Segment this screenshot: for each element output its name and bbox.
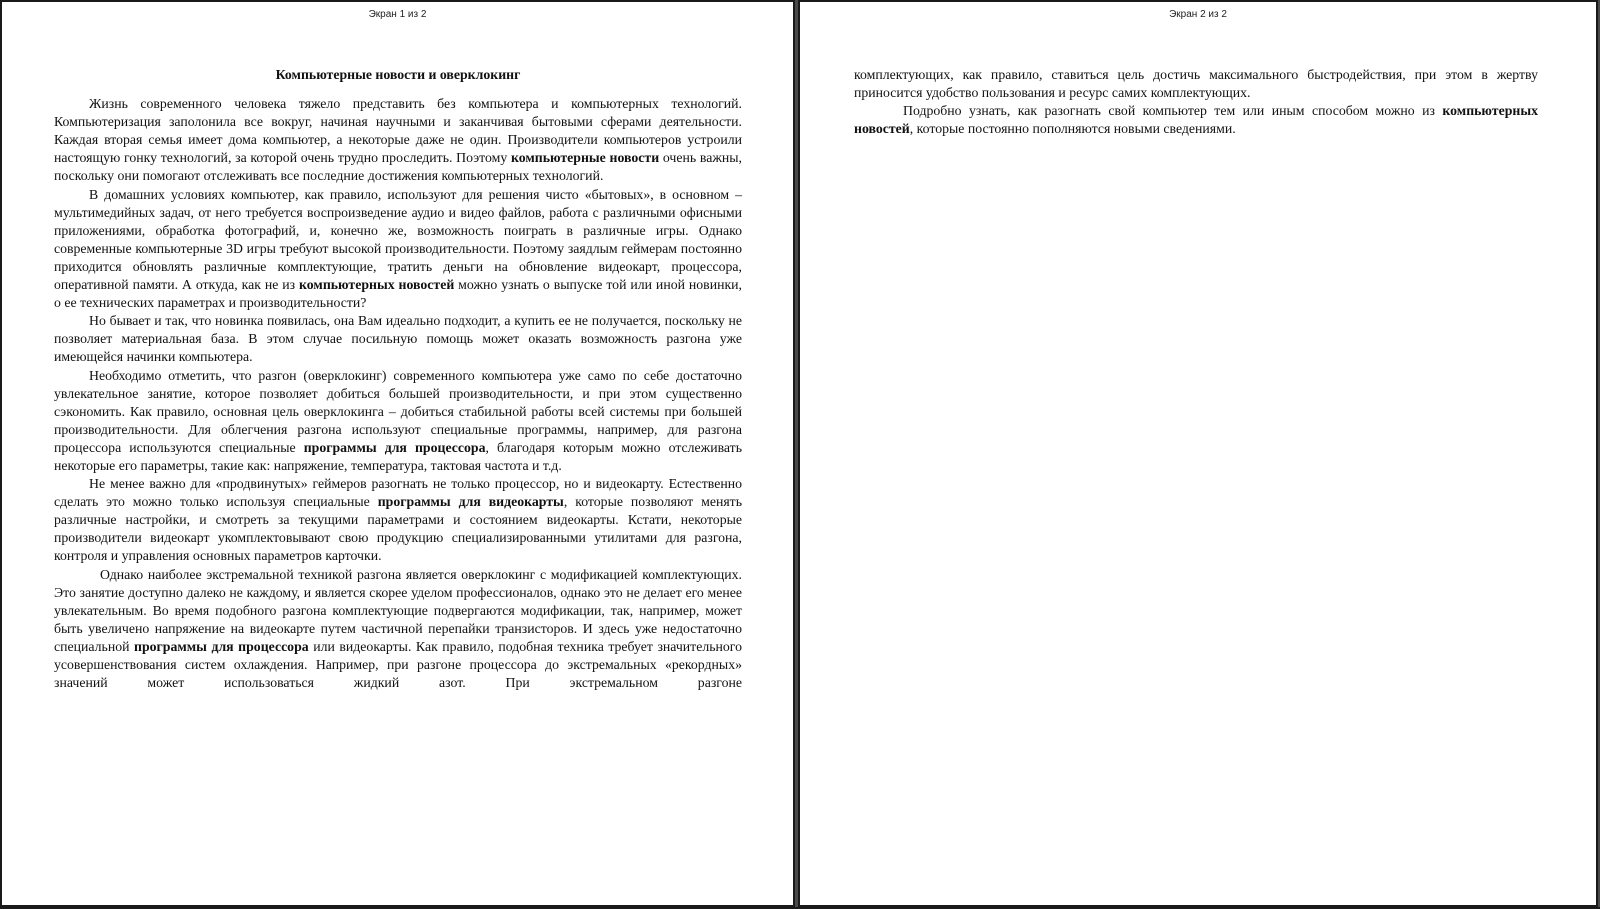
paragraph-overclocking: Необходимо отметить, что разгон (оверклокинг) современного компьютера уже само по себе достаточно увлекательное занятие, которое позволяет добиться большей производительности, и при этом существенно сэкономить. Как правило, основная цель оверклокинга – добиться стабильной работы всей системы при большей производительности. Для облегчения разгона используют специальные программы, например, для разгона процессора используются специальные программы для процессора, благодаря которым можно отслеживать некоторые его параметры, такие как: напряжение, температура, тактовая частота и т.д. (54, 367, 742, 473)
keyword-computer-news: компьютерных новостей (854, 103, 1538, 137)
paragraph-intro: Жизнь современного человека тяжело представить без компьютера и компьютерных технологий. Компьютеризация заполонила все вокруг, начиная научными и заканчивая бытовыми сферами деятельности. Каждая вторая семья имеет дома компьютер, а некоторые даже не один. Производители компьютеров устроили настоящую гонку технологий, за которой очень трудно проследить. Поэтому компьютерные новости очень важны, поскольку они помогают отслеживать все последние достижения компьютерных технологий. (54, 96, 742, 184)
paragraph-extreme: Однако наиболее экстремальной техникой разгона является оверклокинг с модификацией комплектующих. Это занятие доступно далеко не каждому, и является скорее уделом профессионалов, однако это не делает его менее увлекательным. Во время подобного разгона комплектующие подвергаются модификации, так, например, может быть увеличено напряжение на видеокарте путем частичной перепайки транзисторов. И здесь уже недостаточно специальной программы для процессора или видеокарты. Как правило, подобная техника требует значительного усовершенствования систем охлаждения. Например, при разгоне процессора до экстремальных «рекордных» значений может использоваться жидкий азот. При экстремальном разгоне (54, 566, 743, 691)
page-content (854, 66, 1538, 138)
paragraph-gpu: Не менее важно для «продвинутых» геймеров разогнать не только процессор, но и видеокарту. Естественно сделать это можно только используя специальные программы для видеокарты, которые позволяют менять различные настройки, и смотреть за текущими параметрами и состоянием видеокарты. Кстати, некоторые производители видеокарт укомплектовывают свою продукцию специализированными утилитами для разгона, контроля и управления основных параметров карточки. (54, 476, 742, 564)
paragraph-home-use: В домашних условиях компьютер, как правило, используют для решения чисто «бытовых», в основном – мультимедийных задач, от него требуется воспроизведение аудио и видео файлов, работа с различными офисными приложениями, обработка фотографий, и, конечно же, возможность поиграть в различные игры. Однако современные компьютерные 3D игры требуют высокой производительности. Поэтому заядлым геймерам постоянно приходится обновлять различные комплектующие, тратить деньги на обновление видеокарт, процессора, оперативной памяти. А откуда, как не из компьютерных новостей можно узнать о выпуске той или иной новинки, о ее технических параметрах и производительности? (54, 186, 742, 311)
page-counter-label: Экран 2 из 2 (1169, 9, 1227, 20)
keyword-cpu-programs: программы для процессора (303, 439, 486, 455)
paragraph-budget: Но бывает и так, что новинка появилась, она Вам идеально подходит, а купить ее не получается, поскольку не позволяет материальная база. В этом случае посильную помощь может оказать возможность разгона уже имеющейся начинки компьютера. (54, 313, 742, 365)
paragraph-continued: комплектующих, как правило, ставиться цель достичь максимального быстродействия, при этом в жертву приносится удобство пользования и ресурс самих комплектующих. (854, 67, 1538, 101)
keyword-cpu-programs: программы для процессора (134, 638, 309, 654)
page-content (54, 66, 742, 692)
keyword-computer-news: компьютерные новости (510, 150, 660, 166)
document-title: Компьютерные новости и оверклокинг (275, 67, 521, 82)
document-page-1 (0, 0, 795, 907)
paragraph-conclusion: Подробно узнать, как разогнать свой компьютер тем или иным способом можно из компьютерных новостей, которые постоянно пополняются новыми сведениями. (854, 103, 1538, 137)
keyword-gpu-programs: программы для видеокарты (377, 494, 564, 510)
keyword-computer-news: компьютерных новостей (299, 277, 455, 293)
page-counter-label: Экран 1 из 2 (368, 9, 427, 20)
document-page-2 (798, 0, 1598, 907)
